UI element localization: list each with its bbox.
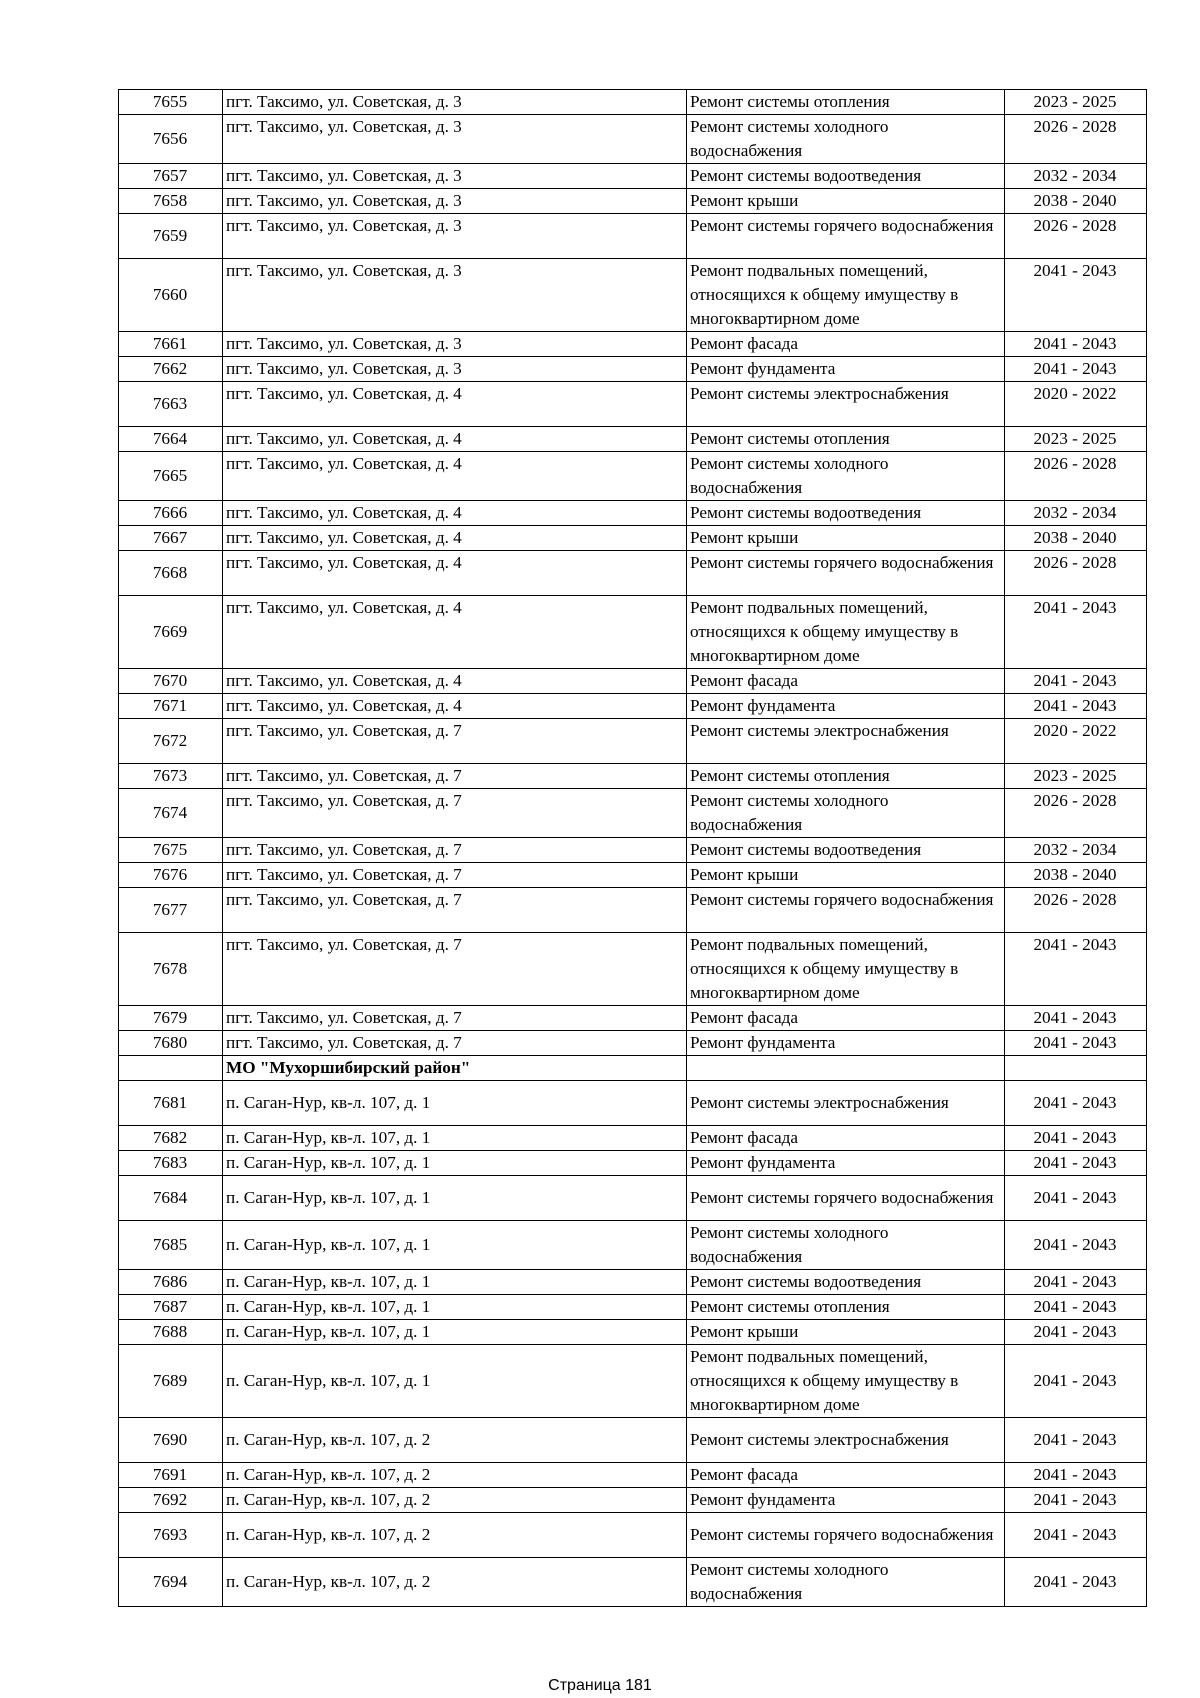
- address-cell: пгт. Таксимо, ул. Советская, д. 3: [223, 115, 687, 164]
- row-number: 7664: [119, 427, 223, 452]
- row-number: 7666: [119, 501, 223, 526]
- period-cell: 2041 - 2043: [1005, 933, 1147, 1006]
- work-type-cell: Ремонт системы отопления: [687, 1295, 1005, 1320]
- table-row: [119, 164, 1147, 189]
- work-type-cell: Ремонт системы электроснабжения: [687, 1418, 1005, 1463]
- period-cell: 2041 - 2043: [1005, 1006, 1147, 1031]
- period-cell: 2041 - 2043: [1005, 1488, 1147, 1513]
- period-cell: 2038 - 2040: [1005, 526, 1147, 551]
- period-cell: 2020 - 2022: [1005, 382, 1147, 427]
- table-row: [119, 526, 1147, 551]
- work-type-cell: Ремонт системы отопления: [687, 427, 1005, 452]
- table-row: [119, 1270, 1147, 1295]
- page-number: Страница 181: [548, 1677, 652, 1694]
- address-cell: пгт. Таксимо, ул. Советская, д. 7: [223, 933, 687, 1006]
- work-type-cell: Ремонт крыши: [687, 863, 1005, 888]
- table-row: [119, 1151, 1147, 1176]
- period-cell: 2041 - 2043: [1005, 1270, 1147, 1295]
- row-number: 7689: [119, 1345, 223, 1418]
- address-cell: пгт. Таксимо, ул. Советская, д. 7: [223, 719, 687, 764]
- row-number: 7665: [119, 452, 223, 501]
- address-cell: п. Саган-Нур, кв-л. 107, д. 2: [223, 1418, 687, 1463]
- address-cell: пгт. Таксимо, ул. Советская, д. 3: [223, 357, 687, 382]
- work-type-cell: Ремонт крыши: [687, 526, 1005, 551]
- table-row: [119, 501, 1147, 526]
- row-number: 7659: [119, 214, 223, 259]
- work-type-cell: Ремонт системы горячего водоснабжения: [687, 551, 1005, 596]
- work-type-cell: Ремонт системы отопления: [687, 764, 1005, 789]
- work-type-cell: Ремонт крыши: [687, 1320, 1005, 1345]
- row-number: 7676: [119, 863, 223, 888]
- table-row: [119, 551, 1147, 596]
- period-cell: 2041 - 2043: [1005, 332, 1147, 357]
- period-cell: 2026 - 2028: [1005, 115, 1147, 164]
- row-number: 7658: [119, 189, 223, 214]
- row-number: 7675: [119, 838, 223, 863]
- period-cell: 2038 - 2040: [1005, 189, 1147, 214]
- row-number: 7690: [119, 1418, 223, 1463]
- period-cell: 2032 - 2034: [1005, 838, 1147, 863]
- row-number: 7679: [119, 1006, 223, 1031]
- address-cell: п. Саган-Нур, кв-л. 107, д. 1: [223, 1151, 687, 1176]
- address-cell: п. Саган-Нур, кв-л. 107, д. 2: [223, 1558, 687, 1607]
- row-number: 7671: [119, 694, 223, 719]
- table-row: [119, 596, 1147, 669]
- work-type-cell: Ремонт системы холодного водоснабжения: [687, 452, 1005, 501]
- address-cell: пгт. Таксимо, ул. Советская, д. 4: [223, 596, 687, 669]
- row-number: 7669: [119, 596, 223, 669]
- work-type-cell: Ремонт системы горячего водоснабжения: [687, 1513, 1005, 1558]
- row-number: 7677: [119, 888, 223, 933]
- period-cell: 2041 - 2043: [1005, 1463, 1147, 1488]
- address-cell: пгт. Таксимо, ул. Советская, д. 7: [223, 863, 687, 888]
- row-number: 7663: [119, 382, 223, 427]
- row-number: 7667: [119, 526, 223, 551]
- row-number: 7684: [119, 1176, 223, 1221]
- work-type-cell: Ремонт фундамента: [687, 1151, 1005, 1176]
- period-cell: 2026 - 2028: [1005, 888, 1147, 933]
- work-type-cell: Ремонт системы холодного водоснабжения: [687, 1221, 1005, 1270]
- row-number: 7681: [119, 1081, 223, 1126]
- address-cell: пгт. Таксимо, ул. Советская, д. 4: [223, 669, 687, 694]
- table-row: [119, 1463, 1147, 1488]
- work-type-cell: Ремонт подвальных помещений, относящихся к общему имуществу в многоквартирном доме: [687, 933, 1005, 1006]
- table-row: [119, 1176, 1147, 1221]
- period-cell: 2023 - 2025: [1005, 764, 1147, 789]
- section-header-row: [119, 1056, 1147, 1081]
- address-cell: пгт. Таксимо, ул. Советская, д. 4: [223, 427, 687, 452]
- period-cell: 2032 - 2034: [1005, 164, 1147, 189]
- period-cell: 2023 - 2025: [1005, 427, 1147, 452]
- period-cell: 2026 - 2028: [1005, 214, 1147, 259]
- table-row: [119, 1320, 1147, 1345]
- address-cell: п. Саган-Нур, кв-л. 107, д. 2: [223, 1513, 687, 1558]
- period-cell: 2020 - 2022: [1005, 719, 1147, 764]
- row-number: 7680: [119, 1031, 223, 1056]
- row-number: 7661: [119, 332, 223, 357]
- table-row: [119, 1488, 1147, 1513]
- work-type-cell: Ремонт системы горячего водоснабжения: [687, 214, 1005, 259]
- row-number: [119, 1056, 223, 1081]
- table-row: [119, 259, 1147, 332]
- row-number: 7687: [119, 1295, 223, 1320]
- period-cell: 2038 - 2040: [1005, 863, 1147, 888]
- address-cell: пгт. Таксимо, ул. Советская, д. 4: [223, 694, 687, 719]
- work-type-cell: Ремонт системы водоотведения: [687, 501, 1005, 526]
- row-number: 7662: [119, 357, 223, 382]
- period-cell: 2026 - 2028: [1005, 452, 1147, 501]
- row-number: 7694: [119, 1558, 223, 1607]
- work-type-cell: Ремонт системы водоотведения: [687, 838, 1005, 863]
- work-type-cell: Ремонт фасада: [687, 332, 1005, 357]
- work-type-cell: Ремонт фундамента: [687, 694, 1005, 719]
- address-cell: пгт. Таксимо, ул. Советская, д. 7: [223, 1006, 687, 1031]
- table-row: [119, 332, 1147, 357]
- work-type-cell: Ремонт крыши: [687, 189, 1005, 214]
- row-number: 7656: [119, 115, 223, 164]
- row-number: 7655: [119, 90, 223, 115]
- work-type-cell: Ремонт подвальных помещений, относящихся к общему имуществу в многоквартирном доме: [687, 596, 1005, 669]
- period-cell: 2041 - 2043: [1005, 1081, 1147, 1126]
- address-cell: пгт. Таксимо, ул. Советская, д. 7: [223, 888, 687, 933]
- row-number: 7672: [119, 719, 223, 764]
- period-cell: 2041 - 2043: [1005, 1320, 1147, 1345]
- capital-repair-table: [118, 89, 1147, 1607]
- address-cell: п. Саган-Нур, кв-л. 107, д. 1: [223, 1126, 687, 1151]
- address-cell: п. Саган-Нур, кв-л. 107, д. 1: [223, 1270, 687, 1295]
- table-row: [119, 1081, 1147, 1126]
- address-cell: пгт. Таксимо, ул. Советская, д. 7: [223, 789, 687, 838]
- table-row: [119, 1126, 1147, 1151]
- address-cell: пгт. Таксимо, ул. Советская, д. 7: [223, 1031, 687, 1056]
- period-cell: 2041 - 2043: [1005, 1513, 1147, 1558]
- period-cell: 2041 - 2043: [1005, 1221, 1147, 1270]
- row-number: 7686: [119, 1270, 223, 1295]
- row-number: 7660: [119, 259, 223, 332]
- address-cell: пгт. Таксимо, ул. Советская, д. 3: [223, 90, 687, 115]
- table-row: [119, 933, 1147, 1006]
- address-cell: пгт. Таксимо, ул. Советская, д. 3: [223, 164, 687, 189]
- row-number: 7668: [119, 551, 223, 596]
- period-cell: 2041 - 2043: [1005, 1126, 1147, 1151]
- row-number: 7682: [119, 1126, 223, 1151]
- row-number: 7657: [119, 164, 223, 189]
- row-number: 7692: [119, 1488, 223, 1513]
- table-row: [119, 90, 1147, 115]
- table-row: [119, 764, 1147, 789]
- period-cell: 2041 - 2043: [1005, 669, 1147, 694]
- row-number: 7670: [119, 669, 223, 694]
- work-type-cell: Ремонт фасада: [687, 1126, 1005, 1151]
- work-type-cell: Ремонт системы холодного водоснабжения: [687, 789, 1005, 838]
- table-row: [119, 357, 1147, 382]
- period-cell: 2041 - 2043: [1005, 1345, 1147, 1418]
- row-number: 7688: [119, 1320, 223, 1345]
- period-cell: 2041 - 2043: [1005, 259, 1147, 332]
- period-cell: 2026 - 2028: [1005, 789, 1147, 838]
- table-row: [119, 427, 1147, 452]
- period-cell: 2041 - 2043: [1005, 596, 1147, 669]
- address-cell: пгт. Таксимо, ул. Советская, д. 4: [223, 382, 687, 427]
- address-cell: пгт. Таксимо, ул. Советская, д. 4: [223, 526, 687, 551]
- address-cell: п. Саган-Нур, кв-л. 107, д. 1: [223, 1221, 687, 1270]
- period-cell: 2041 - 2043: [1005, 694, 1147, 719]
- address-cell: пгт. Таксимо, ул. Советская, д. 7: [223, 764, 687, 789]
- table-row: [119, 1031, 1147, 1056]
- table-row: [119, 189, 1147, 214]
- row-number: 7678: [119, 933, 223, 1006]
- address-cell: пгт. Таксимо, ул. Советская, д. 3: [223, 189, 687, 214]
- address-cell: пгт. Таксимо, ул. Советская, д. 4: [223, 551, 687, 596]
- work-type-cell: [687, 1056, 1005, 1081]
- period-cell: 2041 - 2043: [1005, 1151, 1147, 1176]
- address-cell: пгт. Таксимо, ул. Советская, д. 7: [223, 838, 687, 863]
- period-cell: 2041 - 2043: [1005, 1558, 1147, 1607]
- address-cell: пгт. Таксимо, ул. Советская, д. 3: [223, 259, 687, 332]
- period-cell: 2026 - 2028: [1005, 551, 1147, 596]
- work-type-cell: Ремонт фасада: [687, 1006, 1005, 1031]
- row-number: 7693: [119, 1513, 223, 1558]
- work-type-cell: Ремонт системы водоотведения: [687, 1270, 1005, 1295]
- section-title: МО "Мухоршибирский район": [223, 1056, 687, 1081]
- table-row: [119, 1295, 1147, 1320]
- work-type-cell: Ремонт системы электроснабжения: [687, 719, 1005, 764]
- table-row: [119, 694, 1147, 719]
- table-row: [119, 1345, 1147, 1418]
- table-row: [119, 1221, 1147, 1270]
- table-row: [119, 452, 1147, 501]
- row-number: 7683: [119, 1151, 223, 1176]
- work-type-cell: Ремонт подвальных помещений, относящихся к общему имуществу в многоквартирном доме: [687, 1345, 1005, 1418]
- period-cell: 2041 - 2043: [1005, 1176, 1147, 1221]
- work-type-cell: Ремонт системы водоотведения: [687, 164, 1005, 189]
- table-row: [119, 838, 1147, 863]
- table-row: [119, 863, 1147, 888]
- table-row: [119, 669, 1147, 694]
- work-type-cell: Ремонт системы холодного водоснабжения: [687, 115, 1005, 164]
- work-type-cell: Ремонт подвальных помещений, относящихся к общему имуществу в многоквартирном доме: [687, 259, 1005, 332]
- table-row: [119, 382, 1147, 427]
- period-cell: 2041 - 2043: [1005, 1031, 1147, 1056]
- work-type-cell: Ремонт фундамента: [687, 1488, 1005, 1513]
- work-type-cell: Ремонт системы отопления: [687, 90, 1005, 115]
- address-cell: п. Саган-Нур, кв-л. 107, д. 2: [223, 1488, 687, 1513]
- table-row: [119, 789, 1147, 838]
- row-number: 7673: [119, 764, 223, 789]
- address-cell: пгт. Таксимо, ул. Советская, д. 4: [223, 501, 687, 526]
- work-type-cell: Ремонт системы горячего водоснабжения: [687, 888, 1005, 933]
- work-type-cell: Ремонт системы холодного водоснабжения: [687, 1558, 1005, 1607]
- table-row: [119, 1513, 1147, 1558]
- row-number: 7685: [119, 1221, 223, 1270]
- period-cell: 2041 - 2043: [1005, 357, 1147, 382]
- work-type-cell: Ремонт фундамента: [687, 357, 1005, 382]
- address-cell: п. Саган-Нур, кв-л. 107, д. 1: [223, 1295, 687, 1320]
- table-row: [119, 115, 1147, 164]
- table-row: [119, 1418, 1147, 1463]
- table-body: [119, 90, 1147, 1607]
- period-cell: 2041 - 2043: [1005, 1295, 1147, 1320]
- table-row: [119, 214, 1147, 259]
- row-number: 7674: [119, 789, 223, 838]
- work-type-cell: Ремонт фундамента: [687, 1031, 1005, 1056]
- work-type-cell: Ремонт фасада: [687, 669, 1005, 694]
- address-cell: пгт. Таксимо, ул. Советская, д. 4: [223, 452, 687, 501]
- table-row: [119, 1558, 1147, 1607]
- work-type-cell: Ремонт системы горячего водоснабжения: [687, 1176, 1005, 1221]
- table-row: [119, 888, 1147, 933]
- address-cell: пгт. Таксимо, ул. Советская, д. 3: [223, 332, 687, 357]
- work-type-cell: Ремонт системы электроснабжения: [687, 1081, 1005, 1126]
- address-cell: п. Саган-Нур, кв-л. 107, д. 1: [223, 1176, 687, 1221]
- address-cell: п. Саган-Нур, кв-л. 107, д. 1: [223, 1320, 687, 1345]
- period-cell: 2032 - 2034: [1005, 501, 1147, 526]
- work-type-cell: Ремонт системы электроснабжения: [687, 382, 1005, 427]
- table-row: [119, 1006, 1147, 1031]
- period-cell: 2023 - 2025: [1005, 90, 1147, 115]
- address-cell: пгт. Таксимо, ул. Советская, д. 3: [223, 214, 687, 259]
- address-cell: п. Саган-Нур, кв-л. 107, д. 1: [223, 1345, 687, 1418]
- period-cell: [1005, 1056, 1147, 1081]
- address-cell: п. Саган-Нур, кв-л. 107, д. 2: [223, 1463, 687, 1488]
- row-number: 7691: [119, 1463, 223, 1488]
- table-row: [119, 719, 1147, 764]
- address-cell: п. Саган-Нур, кв-л. 107, д. 1: [223, 1081, 687, 1126]
- period-cell: 2041 - 2043: [1005, 1418, 1147, 1463]
- work-type-cell: Ремонт фасада: [687, 1463, 1005, 1488]
